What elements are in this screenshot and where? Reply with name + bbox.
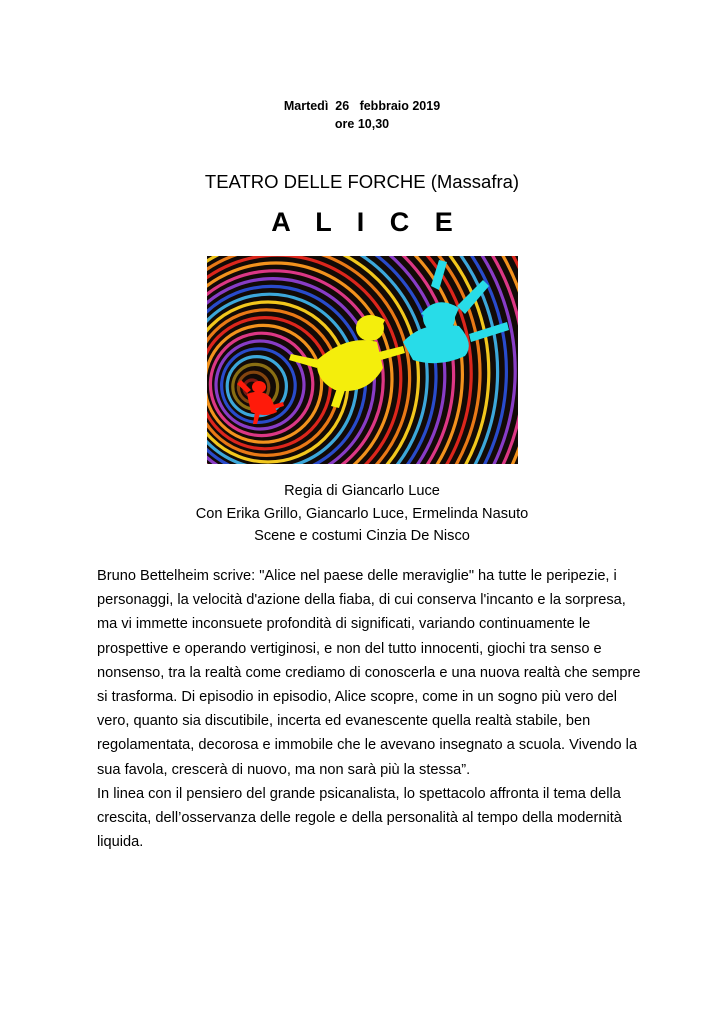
theatre-name: TEATRO DELLE FORCHE (Massafra): [204, 171, 520, 192]
bettelheim-quote-paragraph: [97, 564, 657, 782]
text-line: ma vi immette inconsuete profondità di significati, variando continuamente le: [97, 616, 591, 633]
text-line: nonsenso, tra la realtà come crediamo di conoscerla e una nuova realtà che sempre: [97, 664, 641, 681]
text-line: regolamentata, decorosa e immobile che le avevano insegnato a scuola. Vivendo la: [97, 737, 638, 754]
text-line: In linea con il pensiero del grande psicanalista, lo spettacolo affronta il tema della: [97, 785, 621, 802]
event-date-block: [0, 97, 724, 133]
text-line: prospettive e operando vertiginosi, e non del tutto innocenti, giochi tra senso e: [97, 640, 602, 657]
text-line: Bruno Bettelheim scrive: "Alice nel paese delle meraviglie" ha tutte le peripezie, i: [97, 568, 617, 584]
text-line: vero, quanto sia discutibile, incerta ed evanescente quella realtà stabile, ben: [97, 713, 591, 730]
credits-block: [0, 480, 724, 548]
text-line: si trasforma. Di episodio in episodio, Alice scopre, come in un sogno più vero del: [97, 689, 617, 706]
text-line: sua favola, crescerà di nuovo, ma non sarà più la stessa”.: [97, 761, 471, 778]
text-line: liquida.: [97, 834, 144, 851]
show-title: A L I C E: [271, 207, 462, 237]
event-time: ore 10,30: [334, 117, 390, 131]
event-date: Martedì 26 febbraio 2019: [283, 99, 441, 113]
cast-credit: Con Erika Grillo, Giancarlo Luce, Ermelinda Nasuto: [195, 505, 529, 522]
description-body: [97, 564, 657, 854]
show-description-paragraph: [97, 782, 657, 855]
text-line: personaggi, la velocità d'azione della fiaba, di cui conserva l'incanto e la sorpresa,: [97, 592, 626, 609]
design-credit: Scene e costumi Cinzia De Nisco: [254, 528, 470, 544]
alice-falling-tunnel-image: [207, 256, 518, 464]
poster-artwork: [207, 256, 518, 464]
director-credit: Regia di Giancarlo Luce: [284, 483, 440, 499]
text-line: crescita, dell’osservanza delle regole e della personalità al tempo della modernità: [97, 810, 622, 827]
